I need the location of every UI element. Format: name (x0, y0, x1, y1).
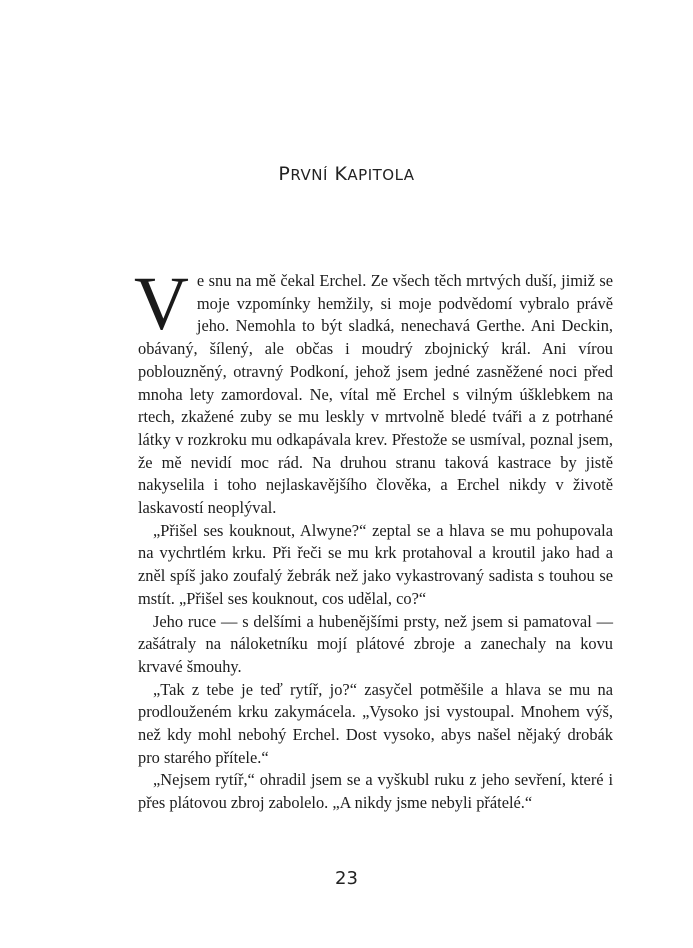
paragraph-1-text: e snu na mě čekal Erchel. Ze všech těch mrtvých duší, jimiž se moje vzpomínky hemžily, si moje podvědomí vybralo právě jeho. Nemohla to být sladká, nenechavá Gerthe. Ani Deckin, obávaný, šílený, ale občas i moudrý zbojnický král. Ani vírou poblouzněný, otravný Podkoní, jehož jsem jedné zasněžené noci před mnoha lety zamordoval. Ne, vítal mě Erchel s vilným úšklebkem na rtech, zkažené zuby se mu leskly v mrtvolně bledé tváři a z potrhané látky v rozkroku mu odkapávala krev. Přestože se usmíval, poznal jsem, že mě nevidí moc rád. Na druhou stranu taková kastrace by jistě nakyselila i toho nejlaskavějšího člověka, a Erchel nikdy v životě laskavostí neoplýval. (138, 271, 613, 518)
page-number: 23 (335, 868, 358, 889)
chapter-title-k-rest: APITOLA (347, 165, 415, 184)
paragraph-5: „Nejsem rytíř,“ ohradil jsem se a vyškubl ruku z jeho sevření, které i přes plátovou zbroj zabolelo. „A nikdy jsme nebyli přátelé.“ (138, 770, 613, 813)
chapter-title-k: K (334, 162, 348, 185)
drop-cap: V (134, 262, 189, 346)
paragraph-1 (134, 262, 613, 520)
chapter-body (134, 262, 613, 815)
chapter-title (0, 163, 693, 185)
paragraph-2: „Přišel ses kouknout, Alwyne?“ zeptal se a hlava se mu pohupovala na vychrtlém krku. Při řeči se mu krk protahoval a kroutil jako had a zněl spíš jako zoufalý žebrák než jako vykastrovaný sadista s touhou se mstít. „Přišel ses kouknout, cos udělal, co?“ (138, 520, 613, 608)
chapter-title-p: P (278, 162, 291, 185)
chapter-title-p-rest: RVNÍ (290, 165, 328, 184)
paragraph-3: Jeho ruce — s delšími a hubenějšími prsty, než jsem si pamatoval — zašátraly na náloketníku mojí plátové zbroje a zanechaly na kovu krvavé šmouhy. (138, 611, 613, 676)
paragraph-4: „Tak z tebe je teď rytíř, jo?“ zasyčel potměšile a hlava se mu na prodlouženém krku zakymácela. „Vysoko jsi vystoupal. Mnohem výš, než kdy mohl nebohý Erchel. Dost vysoko, abys našel nějaký drobák pro starého přítele.“ (138, 679, 613, 767)
